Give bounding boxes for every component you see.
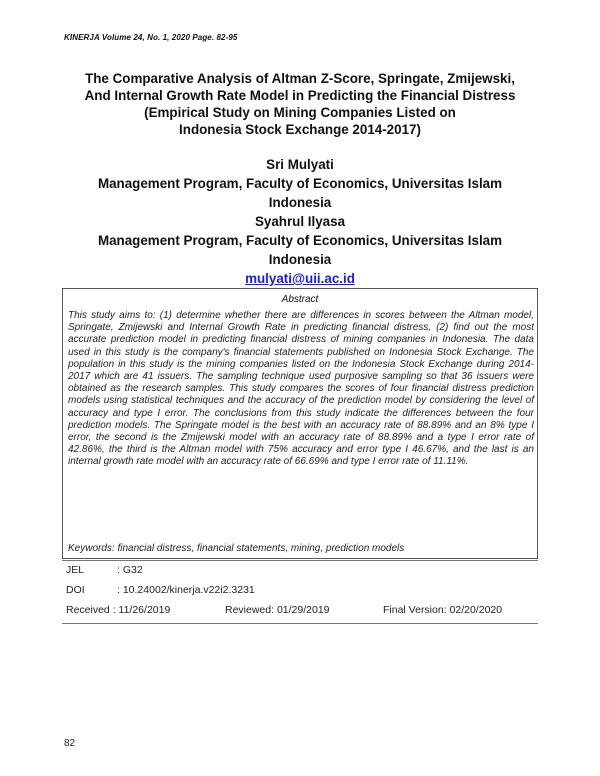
paper-title <box>40 70 560 138</box>
abstract-heading: Abstract <box>281 294 319 305</box>
received-date: Received : 11/26/2019 <box>66 604 171 616</box>
abstract-box <box>62 288 538 559</box>
keywords: Keywords: financial distress, financial statements, mining, prediction models <box>68 543 405 554</box>
author-affiliation: Indonesia <box>268 252 332 267</box>
running-head: KINERJA Volume 24, No. 1, 2020 Page. 82-95 <box>64 33 238 42</box>
author-email-link[interactable]: mulyati@uii.ac.id <box>245 271 355 286</box>
reviewed-date: Reviewed: 01/29/2019 <box>225 604 330 616</box>
divider <box>62 623 538 624</box>
author-block <box>40 155 560 288</box>
jel-label: JEL <box>66 564 85 576</box>
author-affiliation: Management Program, Faculty of Economics, Universitas Islam <box>97 233 503 248</box>
author-affiliation: Management Program, Faculty of Economics, Universitas Islam <box>97 176 503 191</box>
title-line: Indonesia Stock Exchange 2014-2017) <box>179 122 421 137</box>
author-name: Syahrul Ilyasa <box>254 214 346 229</box>
title-line: (Empirical Study on Mining Companies Listed on <box>144 105 456 120</box>
jel-value: : G32 <box>117 564 143 576</box>
author-name: Sri Mulyati <box>266 157 334 172</box>
title-line: The Comparative Analysis of Altman Z-Score, Springate, Zmijewski, <box>85 71 515 86</box>
doi-label: DOI <box>66 584 85 596</box>
divider <box>62 560 538 561</box>
title-line: And Internal Growth Rate Model in Predicting the Financial Distress <box>84 88 516 103</box>
page-number: 82 <box>64 738 76 749</box>
final-version-date: Final Version: 02/20/2020 <box>383 604 503 616</box>
abstract-text: This study aims to: (1) determine whether there are differences in scores between the Altman model, Springate, Zmijewski and Internal Growth Rate in predicting financial distress, (2) find out the most accurate prediction model in predicting financial distress of mining companies in Indonesia. The data used in this study is the company's financial statements published on Indonesia Stock Exchange. The population in this study is the mining companies listed on the Indonesia Stock Exchange during 2014-2017 which are 41 issuers. The sampling technique used purposive sampling so that 36 issuers were obtained as the research samples. This study compares the scores of four financial distress prediction models using statistical techniques and the accuracy of the prediction model by considering the level of accuracy and type I error. The conclusions from this study indicate the differences between the four prediction models. The Springate model is the best with an accuracy rate of 88.89% and an 8% type I error, the second is the Zmijewski model with an accuracy rate of 88.89% and a type I error rate of 42.86%, the third is the Altman model with 75% accuracy and error type I 46.67%, and the last is an internal growth rate model with an accuracy rate of 66.69% and type I error rate of 11.11%. <box>68 310 534 468</box>
author-affiliation: Indonesia <box>268 195 332 210</box>
doi-value: : 10.24002/kinerja.v22i2.3231 <box>117 584 255 596</box>
